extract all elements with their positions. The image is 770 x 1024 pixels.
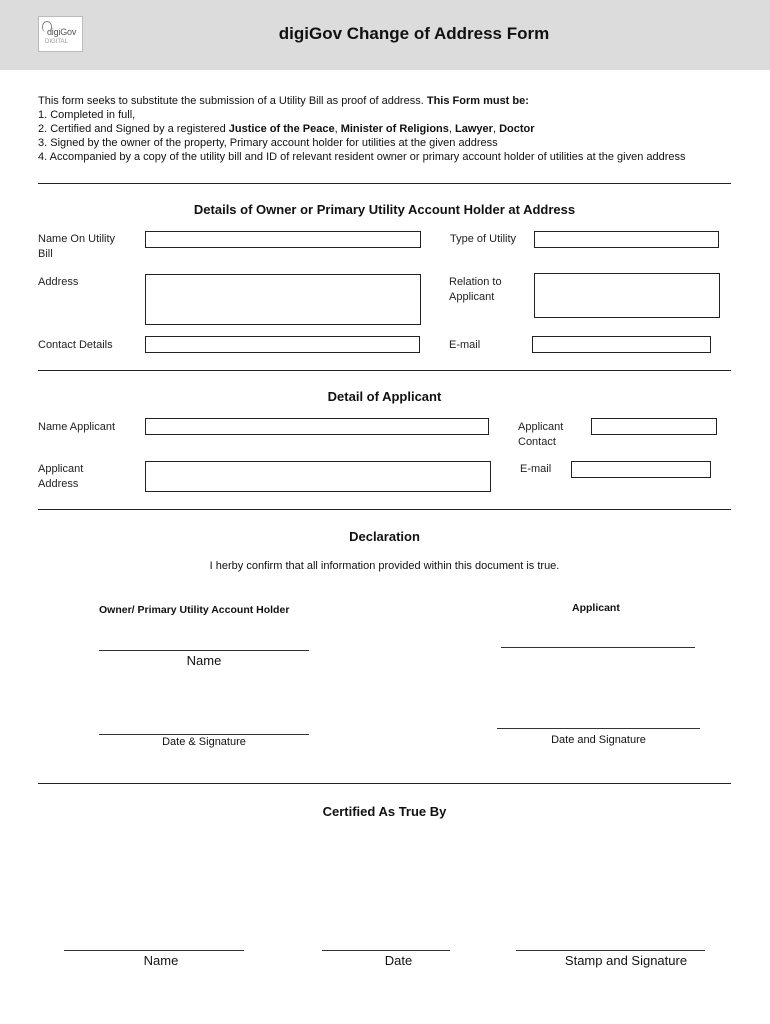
declaration-statement: I herby confirm that all information provided within this document is true. — [209, 560, 560, 572]
owner-name-caption: Name — [186, 653, 222, 668]
page-title: digiGov Change of Address Form — [278, 24, 550, 43]
divider — [38, 370, 731, 371]
divider — [38, 183, 731, 184]
applicant-section-heading: Detail of Applicant — [327, 389, 442, 404]
owner-signatory-label: Owner/ Primary Utility Account Holder — [99, 604, 290, 616]
declaration-heading: Declaration — [349, 529, 420, 544]
relation-to-applicant-label: Relation to Applicant — [449, 276, 502, 303]
applicant-email-field[interactable] — [571, 461, 711, 478]
instruction-line-1: This form seeks to substitute the submission of a Utility Bill as proof of address. This Form must be: — [38, 95, 529, 107]
owner-date-signature-caption: Date & Signature — [162, 736, 246, 748]
certified-heading: Certified As True By — [322, 804, 447, 819]
address-label: Address — [38, 276, 79, 288]
certifier-stamp-signature-line[interactable] — [516, 950, 705, 951]
divider — [38, 509, 731, 510]
owner-email-label: E-mail — [449, 339, 481, 351]
applicant-address-field[interactable] — [145, 461, 491, 492]
applicant-contact-label: Applicant Contact — [518, 421, 564, 448]
certifier-date-line[interactable] — [322, 950, 450, 951]
applicant-signatory-label: Applicant — [572, 602, 620, 614]
instruction-line-5: 4. Accompanied by a copy of the utility bill and ID of relevant resident owner or primary account holder of utilities at the given address — [38, 151, 686, 163]
applicant-address-label: Applicant Address — [38, 463, 84, 490]
contact-details-label: Contact Details — [38, 339, 113, 351]
applicant-date-signature-line[interactable] — [497, 728, 700, 729]
applicant-name-line[interactable] — [501, 647, 695, 648]
owner-name-line[interactable] — [99, 650, 309, 651]
instruction-line-4: 3. Signed by the owner of the property, Primary account holder for utilities at the given address — [38, 137, 498, 149]
owner-section-heading: Details of Owner or Primary Utility Account Holder at Address — [193, 202, 576, 217]
logo-subtext: DIGITAL — [45, 39, 68, 45]
name-applicant-field[interactable] — [145, 418, 489, 435]
certifier-stamp-signature-caption: Stamp and Signature — [564, 953, 688, 968]
certifier-name-caption: Name — [143, 953, 179, 968]
owner-date-signature-line[interactable] — [99, 734, 309, 735]
applicant-contact-field[interactable] — [591, 418, 717, 435]
name-on-utility-bill-field[interactable] — [145, 231, 421, 248]
type-of-utility-field[interactable] — [534, 231, 719, 248]
instruction-line-2: 1. Completed in full, — [38, 109, 136, 121]
logo-text: digiGov — [47, 27, 77, 37]
owner-address-field[interactable] — [145, 274, 421, 325]
relation-to-applicant-field[interactable] — [534, 273, 720, 318]
owner-email-field[interactable] — [532, 336, 711, 353]
applicant-date-signature-caption: Date and Signature — [551, 734, 646, 746]
certifier-date-caption: Date — [384, 953, 413, 968]
form-instructions — [38, 94, 738, 164]
certifier-name-line[interactable] — [64, 950, 244, 951]
divider — [38, 783, 731, 784]
type-of-utility-label: Type of Utility — [450, 233, 517, 245]
name-applicant-label: Name Applicant — [38, 421, 116, 433]
instruction-line-3: 2. Certified and Signed by a registered Justice of the Peace, Minister of Religions, Lawyer, Doctor — [38, 123, 535, 135]
name-on-utility-bill-label: Name On Utility Bill — [38, 233, 116, 260]
contact-details-field[interactable] — [145, 336, 420, 353]
applicant-email-label: E-mail — [520, 463, 552, 475]
